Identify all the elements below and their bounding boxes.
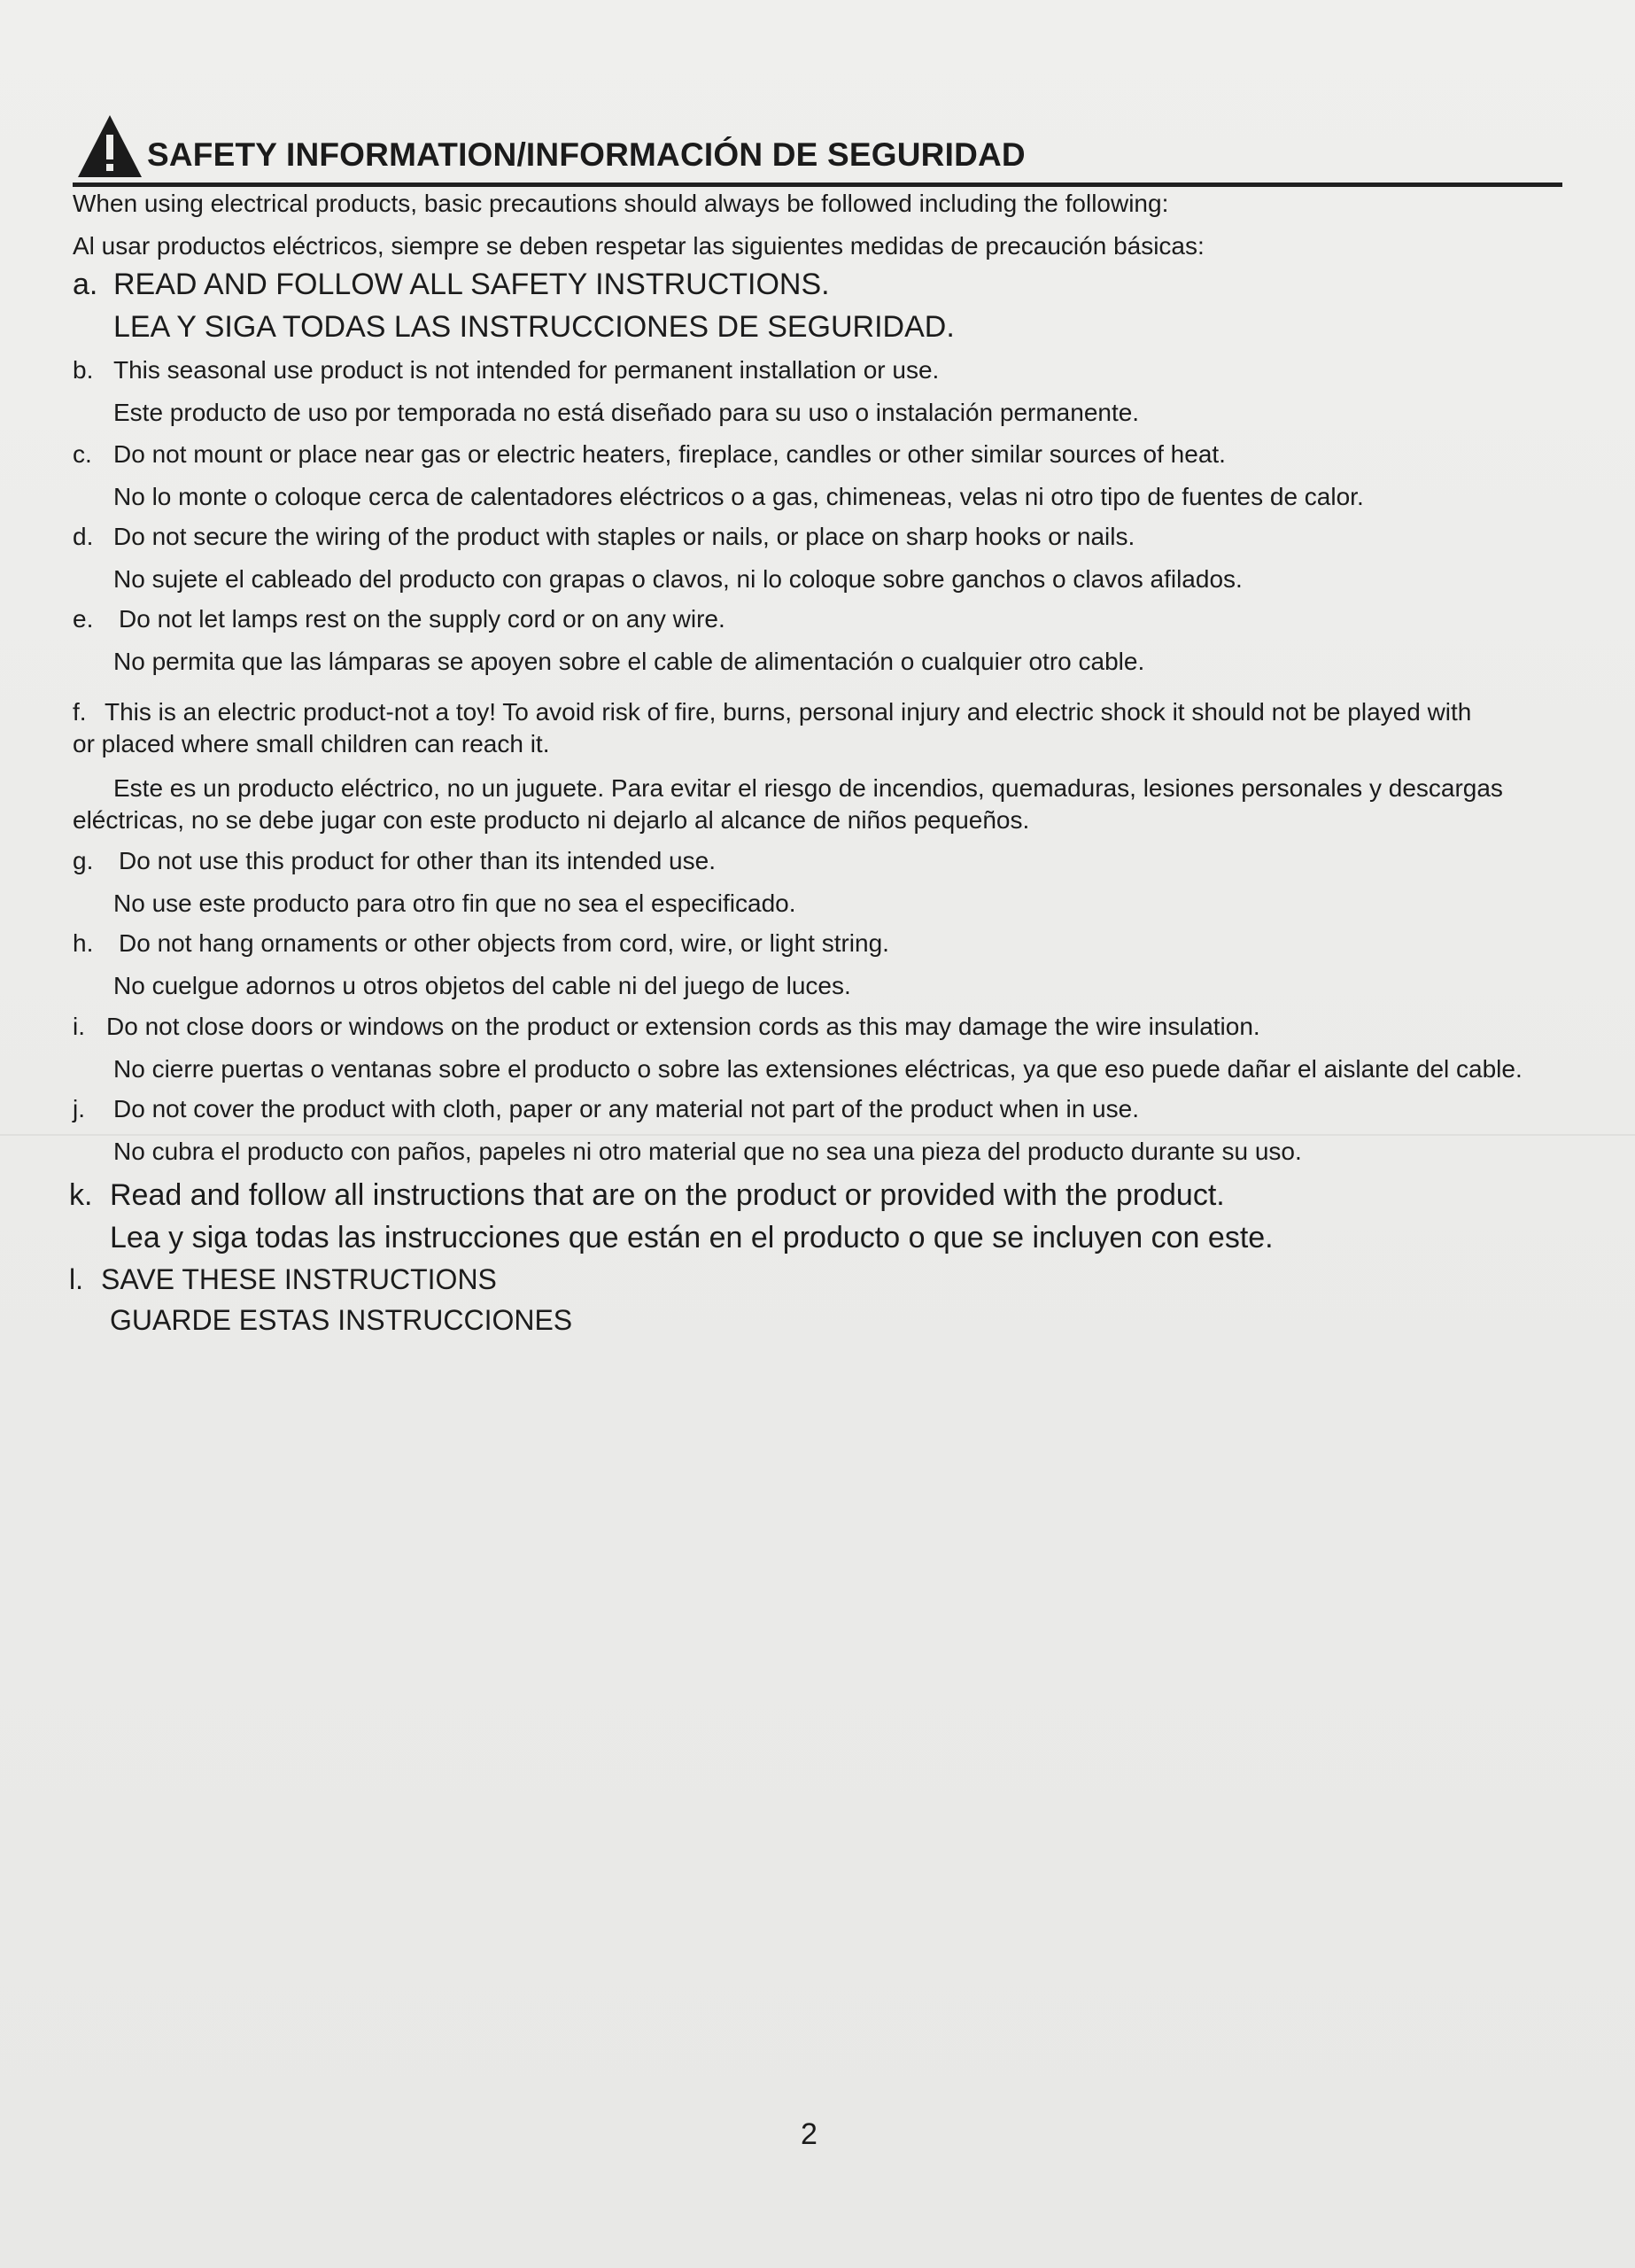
item-f-text-es-line1: Este es un producto eléctrico, no un juguete. Para evitar el riesgo de incendios, quemaduras, lesiones personales y descargas <box>113 774 1503 802</box>
item-text-en: READ AND FOLLOW ALL SAFETY INSTRUCTIONS. <box>113 268 830 301</box>
item-text-en: Do not close doors or windows on the product or extension cords as this may damage the wire insulation. <box>106 1013 1260 1040</box>
item-text-en: Do not secure the wiring of the product with staples or nails, or place on sharp hooks or nails. <box>113 523 1135 550</box>
item-text-en: Do not mount or place near gas or electric heaters, fireplace, candles or other similar sources of heat. <box>113 440 1226 468</box>
item-text-en: Read and follow all instructions that are on the product or provided with the product. <box>110 1178 1225 1212</box>
item-text-es: Lea y siga todas las instrucciones que están en el producto o que se incluyen con este. <box>110 1221 1274 1254</box>
item-text-es: Este producto de uso por temporada no está diseñado para su uso o instalación permanente. <box>113 399 1140 426</box>
paper-fold <box>0 1134 1635 1136</box>
item-letter: l. <box>69 1263 83 1295</box>
page-number: 2 <box>801 2117 818 2151</box>
item-text-en: Do not cover the product with cloth, paper or any material not part of the product when in use. <box>113 1095 1139 1122</box>
item-letter: g. <box>73 847 94 874</box>
warning-triangle-icon <box>76 113 143 179</box>
item-text-en: Do not let lamps rest on the supply cord or on any wire. <box>119 605 725 633</box>
item-letter: f. <box>73 698 87 726</box>
item-letter: h. <box>73 929 94 957</box>
item-text-es: No use este producto para otro fin que no sea el especificado. <box>113 889 796 917</box>
intro-english: When using electrical products, basic precautions should always be followed including the following: <box>73 190 1169 217</box>
item-letter: c. <box>73 440 92 468</box>
title-underline <box>73 183 1562 187</box>
item-text-en: Do not hang ornaments or other objects from cord, wire, or light string. <box>119 929 889 957</box>
item-f-text-en-line2: or placed where small children can reach it. <box>73 730 550 757</box>
item-text-es: No cubra el producto con paños, papeles ni otro material que no sea una pieza del producto durante su uso. <box>113 1138 1302 1165</box>
item-letter: e. <box>73 605 94 633</box>
item-text-en: Do not use this product for other than its intended use. <box>119 847 716 874</box>
item-letter: d. <box>73 523 94 550</box>
item-text-en: This seasonal use product is not intended for permanent installation or use. <box>113 356 940 384</box>
item-text-en: SAVE THESE INSTRUCTIONS <box>101 1263 497 1295</box>
item-text-en-line1: This is an electric product-not a toy! To avoid risk of fire, burns, personal injury and electric shock it should not be played with <box>105 698 1472 726</box>
item-letter: i. <box>73 1013 85 1040</box>
item-letter: k. <box>69 1178 93 1212</box>
item-letter: a. <box>73 268 98 301</box>
item-text-es: No cierre puertas o ventanas sobre el producto o sobre las extensiones eléctricas, ya que eso puede dañar el aislante del cable. <box>113 1055 1523 1083</box>
item-f-text-es-line2: eléctricas, no se debe jugar con este producto ni dejarlo al alcance de niños pequeños. <box>73 806 1030 834</box>
page-title: SAFETY INFORMATION/INFORMACIÓN DE SEGURIDAD <box>147 136 1026 173</box>
item-letter: b. <box>73 356 94 384</box>
item-text-es: No cuelgue adornos u otros objetos del cable ni del juego de luces. <box>113 972 851 999</box>
item-text-es: No lo monte o coloque cerca de calentadores eléctricos o a gas, chimeneas, velas ni otro tipo de fuentes de calor. <box>113 483 1364 510</box>
item-text-es: GUARDE ESTAS INSTRUCCIONES <box>110 1304 573 1336</box>
intro-spanish: Al usar productos eléctricos, siempre se deben respetar las siguientes medidas de precaución básicas: <box>73 232 1205 260</box>
item-text-es: No permita que las lámparas se apoyen sobre el cable de alimentación o cualquier otro cable. <box>113 648 1145 675</box>
item-letter: j. <box>73 1095 85 1122</box>
item-text-es: LEA Y SIGA TODAS LAS INSTRUCCIONES DE SEGURIDAD. <box>113 310 955 344</box>
item-text-es: No sujete el cableado del producto con grapas o clavos, ni lo coloque sobre ganchos o clavos afilados. <box>113 565 1243 593</box>
section-header <box>73 113 1562 184</box>
